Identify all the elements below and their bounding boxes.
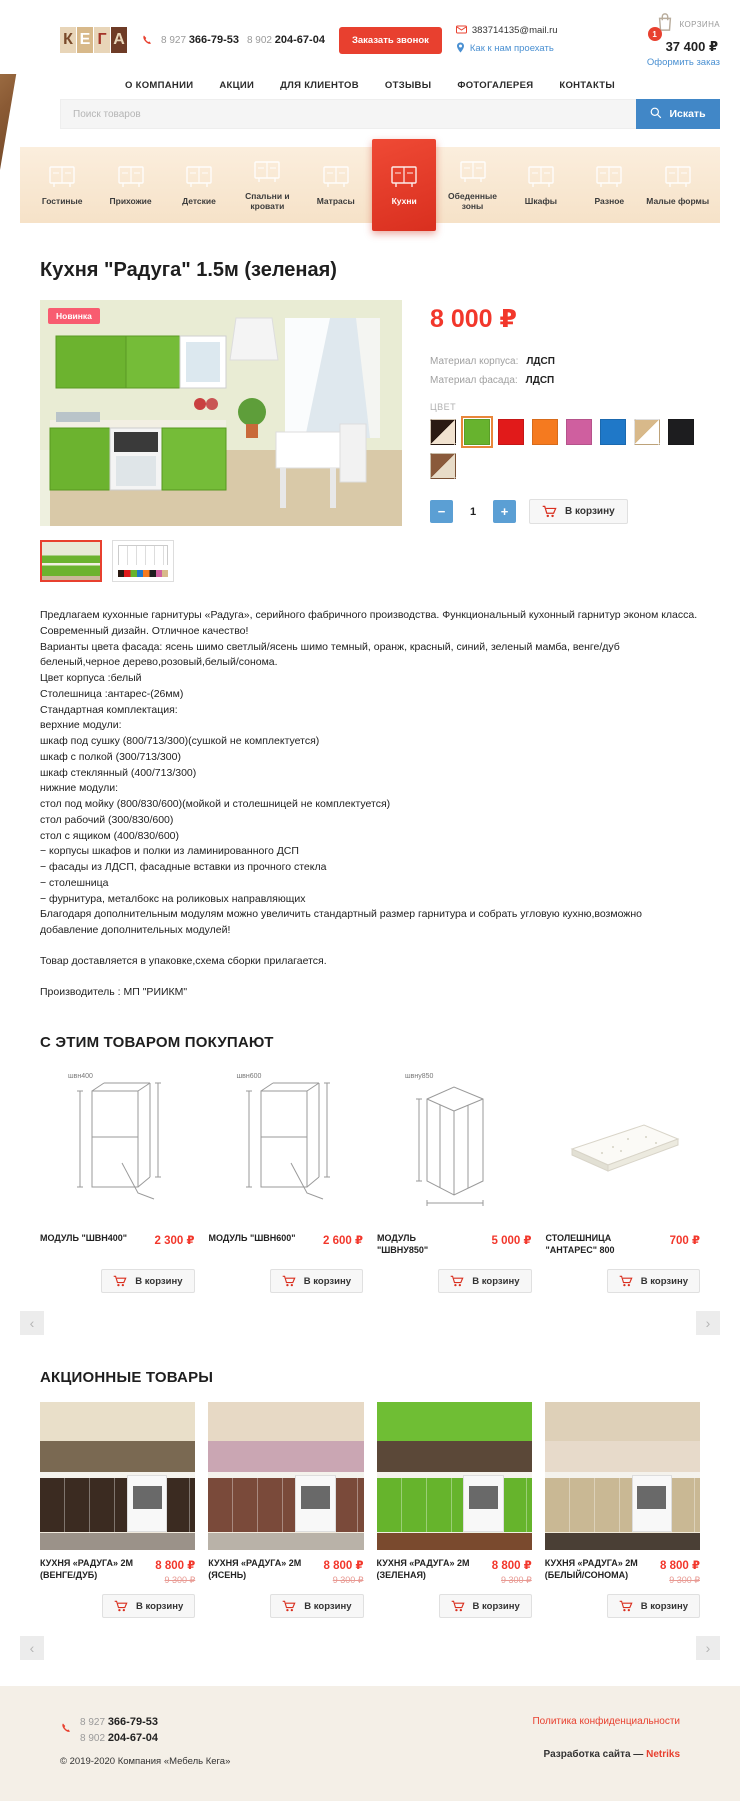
new-badge: Новинка	[48, 308, 100, 324]
related-product-card[interactable]	[546, 1067, 701, 1293]
description-line: верхние модули:	[40, 719, 122, 732]
phone-1-number: 366-79-53	[188, 34, 239, 46]
drawing-label: швну850	[405, 1073, 434, 1081]
quantity-value: 1	[469, 505, 477, 518]
phone-icon	[141, 34, 153, 46]
promo-product-name: КУХНЯ «РАДУГА» 2М (БЕЛЫЙ/СОНОМА)	[544, 1558, 638, 1580]
footer	[0, 1686, 740, 1801]
spec-label-body-material: Материал корпуса:	[430, 356, 519, 367]
category-tile[interactable]	[99, 147, 163, 223]
cabinet-drawing	[231, 1077, 341, 1217]
module-technical-drawing	[40, 1067, 195, 1227]
category-label: Матрасы	[316, 195, 355, 206]
stove	[127, 1475, 167, 1533]
description-line: Столешница :антарес-(26мм)	[40, 687, 184, 700]
related-product-name: МОДУЛЬ "ШВН400"	[40, 1233, 128, 1244]
search-bar	[20, 99, 720, 129]
nav-item[interactable]: ФОТОГАЛЕРЕЯ	[457, 80, 534, 91]
phone-2-number: 204-67-04	[274, 34, 325, 46]
promo-product-card[interactable]	[545, 1402, 700, 1618]
related-product-price: 2 600 ₽	[323, 1235, 363, 1248]
related-add-to-cart-button[interactable]	[438, 1269, 531, 1293]
promo-product-photo	[40, 1402, 195, 1550]
description-line: − фасады из ЛДСП, фасадные вставки из прочного стекла	[40, 861, 327, 873]
promo-carousel-controls	[20, 1636, 720, 1660]
promo-product-photo	[377, 1402, 532, 1550]
related-carousel-controls	[20, 1311, 720, 1335]
description-line	[40, 970, 700, 985]
category-label: Детские	[182, 195, 216, 206]
promo-product-photo	[545, 1402, 700, 1550]
cart-icon	[450, 1275, 464, 1287]
add-to-cart-label: В корзину	[565, 506, 615, 517]
description-line: стол с ящиком (400/830/600)	[40, 829, 180, 842]
category-tile[interactable]	[372, 139, 436, 231]
category-label: Кухни	[391, 195, 417, 206]
product-description	[40, 608, 700, 1000]
nav-item[interactable]: О КОМПАНИИ	[124, 80, 194, 91]
cart-icon	[451, 1600, 465, 1612]
swatch-wood-white[interactable]	[634, 419, 660, 445]
cart-icon	[282, 1600, 296, 1612]
footer-phone-2[interactable]: 8 902 204-67-04	[80, 1732, 158, 1745]
related-product-name: СТОЛЕШНИЦА "АНТАРЕС" 800	[545, 1233, 615, 1255]
promo-add-to-cart-button[interactable]	[607, 1594, 700, 1618]
color-section-label: ЦВЕТ	[430, 402, 457, 412]
description-line: стол под мойку (800/830/600)(мойкой и столешницей не комплектуется)	[40, 798, 391, 810]
promo-product-price: 8 800 ₽	[323, 1560, 364, 1573]
spec-label-facade-material: Материал фасада:	[430, 375, 518, 386]
header-phones	[141, 34, 325, 46]
small-forms-icon	[663, 164, 693, 190]
promo-product-price: 8 800 ₽	[660, 1560, 700, 1573]
wardrobe-icon	[526, 164, 556, 190]
nav-item[interactable]: ОТЗЫВЫ	[384, 80, 432, 91]
description-line: Товар доставляется в упаковке,схема сборки прилагается.	[40, 954, 327, 967]
swatch-brown-cream[interactable]	[430, 453, 456, 479]
related-add-to-cart-label: В корзину	[472, 1275, 520, 1287]
misc-icon	[594, 164, 624, 190]
corner-cabinet-drawing	[399, 1077, 509, 1217]
cart-total: 37 400 ₽	[665, 39, 718, 54]
related-next-arrow[interactable]: ›	[696, 1311, 720, 1335]
promo-product-old-price: 9 300 ₽	[501, 1575, 532, 1586]
search-input[interactable]	[60, 99, 636, 129]
directions-link[interactable]	[456, 42, 558, 56]
phone-icon	[60, 1722, 72, 1744]
quantity-decrease-button[interactable]: −	[430, 500, 453, 523]
category-tile[interactable]	[646, 147, 710, 223]
checkout-link[interactable]: Оформить заказ	[646, 57, 720, 68]
description-line: стол рабочий (300/830/600)	[40, 813, 174, 826]
cart-icon	[114, 1600, 128, 1612]
module-technical-drawing	[209, 1067, 364, 1227]
related-product-name: МОДУЛЬ "ШВН600"	[208, 1233, 296, 1244]
swatch-pink[interactable]	[566, 419, 592, 445]
thumbnail-schema[interactable]	[112, 540, 174, 582]
promo-product-card[interactable]	[208, 1402, 363, 1618]
phone-2[interactable]	[247, 34, 325, 46]
promo-product-price: 8 800 ₽	[155, 1560, 196, 1573]
promo-product-old-price: 9 300 ₽	[669, 1575, 700, 1586]
dining-zone-icon	[458, 159, 488, 185]
promo-product-name: КУХНЯ «РАДУГА» 2М (ЯСЕНЬ)	[208, 1558, 302, 1580]
related-products	[40, 1067, 700, 1293]
search-button-label: Искать	[669, 108, 706, 120]
category-label: Прихожие	[109, 195, 152, 206]
category-label: Обеденные зоны	[448, 191, 498, 211]
main-nav	[0, 74, 740, 99]
promo-add-to-cart-button[interactable]	[270, 1594, 363, 1618]
logo-letter: А	[111, 27, 127, 53]
module-technical-drawing	[546, 1067, 701, 1227]
swatch-orange[interactable]	[532, 419, 558, 445]
map-pin-icon	[456, 42, 465, 56]
related-section-title: С ЭТИМ ТОВАРОМ ПОКУПАЮТ	[40, 1034, 274, 1052]
category-label: Разное	[594, 195, 625, 206]
related-add-to-cart-label: В корзину	[640, 1275, 688, 1287]
related-add-to-cart-button[interactable]	[270, 1269, 363, 1293]
related-add-to-cart-label: В корзину	[135, 1275, 183, 1287]
category-tile[interactable]	[167, 147, 231, 223]
promo-add-to-cart-label: В корзину	[640, 1600, 688, 1612]
logo[interactable]	[60, 27, 127, 53]
category-tile[interactable]	[30, 147, 94, 223]
copyright: © 2019-2020 Компания «Мебель Кега»	[60, 1756, 231, 1768]
related-product-price: 5 000 ₽	[491, 1235, 532, 1248]
directions-text: Как к нам проехать	[469, 43, 554, 54]
cabinet-drawing	[62, 1077, 172, 1217]
nav-item[interactable]: ДЛЯ КЛИЕНТОВ	[280, 80, 359, 91]
description-line: Стандартная комплектация:	[40, 703, 178, 716]
header	[0, 0, 740, 74]
envelope-icon	[456, 25, 467, 37]
description-line: Благодаря дополнительным модулям можно увеличить стандартный размер гарнитура и собрать угловую кухню,возможно добавление дополнительных модулей!	[40, 908, 642, 936]
promo-add-to-cart-label: В корзину	[136, 1600, 184, 1612]
description-line: шкаф под сушку (800/713/300)(сушкой не комплектуется)	[40, 735, 320, 747]
countertop-drawing	[558, 1077, 688, 1217]
promo-add-to-cart-button[interactable]	[102, 1594, 195, 1618]
promo-prev-arrow[interactable]: ‹	[20, 1636, 44, 1660]
description-line: − столешница	[40, 876, 109, 889]
promo-add-to-cart-label: В корзину	[304, 1600, 352, 1612]
bedroom-icon	[252, 159, 282, 185]
swatch-blue[interactable]	[600, 419, 626, 445]
related-product-name: МОДУЛЬ "ШВНУ850"	[377, 1233, 429, 1255]
logo-letter: Г	[94, 27, 110, 53]
search-icon	[650, 107, 662, 122]
promo-products	[40, 1402, 700, 1618]
related-product-price: 2 300 ₽	[154, 1235, 195, 1248]
privacy-policy-link[interactable]: Политика конфиденциальности	[532, 1716, 680, 1728]
drawing-label: швн600	[236, 1073, 262, 1081]
related-add-to-cart-label: В корзину	[303, 1275, 351, 1287]
description-line: Производитель : МП "РИИКМ"	[40, 985, 188, 998]
drawing-label: швн400	[68, 1073, 93, 1081]
related-product-card[interactable]	[209, 1067, 364, 1293]
promo-section-title: АКЦИОННЫЕ ТОВАРЫ	[40, 1369, 214, 1387]
spec-value-facade-material: ЛДСП	[525, 375, 555, 386]
nav-item[interactable]: АКЦИИ	[219, 80, 255, 91]
promo-add-to-cart-button[interactable]	[439, 1594, 532, 1618]
promo-product-name: КУХНЯ «РАДУГА» 2М (ВЕНГЕ/ДУБ)	[40, 1558, 134, 1580]
stove	[463, 1475, 503, 1533]
phone-1-prefix: 8 927	[161, 35, 187, 46]
callback-button[interactable]: Заказать звонок	[339, 27, 442, 54]
promo-product-card[interactable]	[377, 1402, 532, 1618]
add-to-cart-button[interactable]	[529, 499, 628, 524]
mattress-icon	[321, 164, 351, 190]
promo-product-price: 8 800 ₽	[491, 1560, 532, 1573]
related-add-to-cart-button[interactable]	[101, 1269, 194, 1293]
quantity-increase-button[interactable]: +	[493, 500, 516, 523]
logo-letter: К	[60, 27, 76, 53]
stove	[295, 1475, 335, 1533]
hallway-icon	[116, 164, 146, 190]
logo-letter: Е	[77, 27, 93, 53]
page-title: Кухня "Радуга" 1.5м (зеленая)	[40, 259, 337, 281]
netriks-link[interactable]: Netriks	[646, 1749, 680, 1761]
category-tile[interactable]	[304, 147, 368, 223]
related-add-to-cart-button[interactable]	[607, 1269, 700, 1293]
category-label: Шкафы	[524, 195, 558, 206]
cart-icon	[619, 1600, 633, 1612]
stove	[632, 1475, 672, 1533]
developer-credit: Разработка сайта — Netriks	[543, 1749, 680, 1761]
promo-next-arrow[interactable]: ›	[696, 1636, 720, 1660]
promo-product-card[interactable]	[40, 1402, 195, 1618]
swatch-black[interactable]	[668, 419, 694, 445]
phone-1[interactable]	[161, 34, 239, 46]
cart-icon	[282, 1275, 296, 1287]
product-main-photo[interactable]	[40, 300, 402, 526]
nav-item[interactable]: КОНТАКТЫ	[559, 80, 615, 91]
cart-icon	[619, 1275, 633, 1287]
category-tile[interactable]	[577, 147, 641, 223]
cart-label: КОРЗИНА	[679, 20, 720, 29]
living-room-icon	[47, 164, 77, 190]
nav-list	[0, 80, 740, 91]
category-tile[interactable]	[441, 147, 505, 223]
email-text: 383714135@mail.ru	[471, 25, 558, 36]
swatch-black-cream[interactable]	[430, 419, 456, 445]
swatch-green[interactable]	[464, 419, 490, 445]
category-tile[interactable]	[509, 147, 573, 223]
description-line: Предлагаем кухонные гарнитуры «Радуга», серийного фабричного производства. Функциональный кухонный гарнитур эконом класса. Современный дизайн. Отличное качество!	[40, 609, 698, 637]
color-swatches	[430, 419, 706, 479]
description-line: шкаф стеклянный (400/713/300)	[40, 766, 197, 779]
promo-add-to-cart-label: В корзину	[472, 1600, 520, 1612]
cart-icon	[113, 1275, 127, 1287]
description-line	[40, 939, 700, 954]
description-line: − фурнитура, металбокс на роликовых направляющих	[40, 892, 306, 905]
category-label: Малые формы	[646, 195, 710, 206]
thumbnail-photo[interactable]	[40, 540, 102, 582]
promo-product-photo	[208, 1402, 363, 1550]
description-line: Варианты цвета фасада: ясень шимо светлый/ясень шимо темный, оранж, красный, синий, зеленый мамба, венге/дуб беленый,черное дерево,розовый,белый/сонома.	[40, 640, 620, 669]
description-line: шкаф с полкой (300/713/300)	[40, 750, 181, 763]
email-link[interactable]	[456, 25, 558, 37]
related-product-price: 700 ₽	[669, 1235, 700, 1248]
description-line: − корпусы шкафов и полки из ламинированного ДСП	[40, 845, 299, 858]
promo-product-old-price: 9 300 ₽	[332, 1575, 364, 1586]
related-prev-arrow[interactable]: ‹	[20, 1311, 44, 1335]
related-product-card[interactable]	[40, 1067, 195, 1293]
cart-widget[interactable]	[647, 12, 720, 68]
cart-icon	[542, 505, 557, 518]
spec-value-body-material: ЛДСП	[526, 356, 555, 367]
category-tile[interactable]	[235, 147, 299, 223]
product-price: 8 000 ₽	[430, 305, 517, 333]
category-label: Спальни и кровати	[245, 191, 290, 211]
module-technical-drawing	[377, 1067, 532, 1227]
promo-product-old-price: 9 300 ₽	[164, 1575, 196, 1586]
phone-2-prefix: 8 902	[246, 35, 272, 46]
description-line: Цвет корпуса :белый	[40, 672, 142, 684]
related-product-card[interactable]	[377, 1067, 532, 1293]
promo-product-name: КУХНЯ «РАДУГА» 2М (ЗЕЛЕНАЯ)	[376, 1558, 470, 1580]
kids-room-icon	[184, 164, 214, 190]
description-line: нижние модули:	[40, 782, 118, 795]
category-label: Гостиные	[41, 195, 83, 206]
cart-count-badge: 1	[648, 27, 662, 41]
footer-phone-1[interactable]: 8 927 366-79-53	[80, 1716, 158, 1729]
search-button[interactable]	[636, 99, 720, 129]
swatch-red[interactable]	[498, 419, 524, 445]
category-bar	[20, 147, 720, 223]
kitchen-icon	[389, 164, 419, 190]
